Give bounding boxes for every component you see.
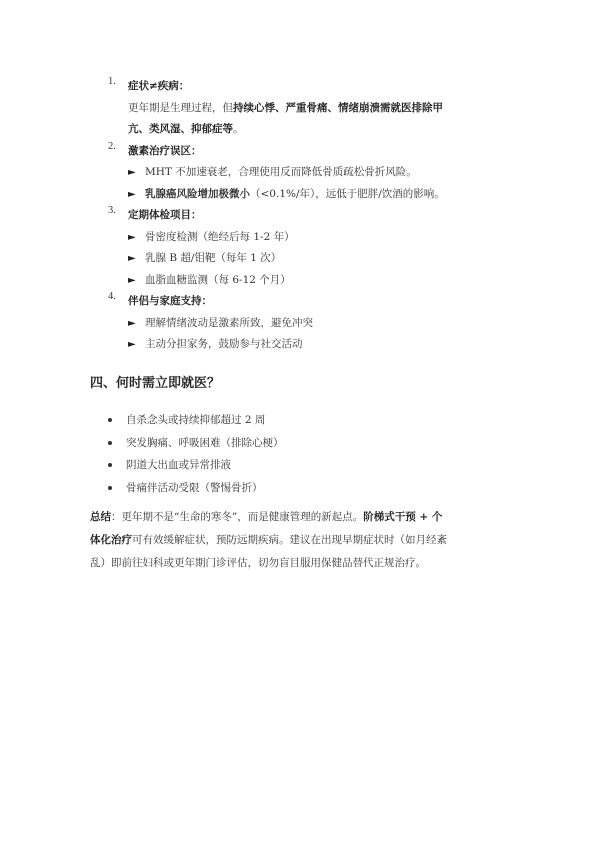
- bullet-item: [108, 432, 508, 455]
- text-run: 理解情绪波动是激素所致，避免冲突: [145, 316, 313, 329]
- section-heading: 四、何时需立即就医？: [90, 376, 221, 391]
- text-run: 乱）即前往妇科或更年期门诊评估，切勿盲目服用保健品替代正规治疗。: [90, 557, 426, 569]
- bold-text: 亢、类风湿、抑郁症等: [128, 123, 233, 135]
- bullet-text: 突发胸痛、呼吸困难（排除心梗）: [126, 436, 284, 449]
- bullet-item: [108, 454, 508, 477]
- list-item-title: 伴侣与家庭支持：: [128, 295, 212, 307]
- text-run: 更年期是生理过程，但: [128, 101, 233, 114]
- sub-item: [128, 334, 528, 356]
- arrow-bullet-icon: ►: [128, 339, 136, 350]
- sub-item: [128, 313, 528, 335]
- bold-text: 体化治疗: [90, 534, 132, 546]
- arrow-bullet-icon: ►: [128, 274, 136, 286]
- arrow-bullet-icon: ►: [128, 167, 136, 178]
- sub-item: [128, 184, 528, 206]
- sub-item: [128, 227, 528, 249]
- list-item: [108, 76, 528, 141]
- arrow-bullet-icon: ►: [128, 253, 136, 264]
- arrow-bullet-icon: ►: [128, 188, 136, 200]
- text-run: 。: [233, 123, 244, 135]
- list-item-paragraph-line: [128, 98, 528, 120]
- arrow-bullet-icon: ►: [128, 231, 136, 243]
- bold-text: 阶梯式干预 + 个: [363, 511, 443, 523]
- sub-item: [128, 248, 528, 270]
- text-run: MHT 不加速衰老，合理使用反而降低骨质疏松骨折风险。: [145, 166, 417, 178]
- list-item-title: 症状≠疾病：: [128, 80, 190, 92]
- bold-text: 乳腺癌风险增加极微小: [145, 187, 250, 200]
- bullet-dot-icon: [108, 463, 112, 467]
- bullet-text: 阴道大出血或异常排液: [126, 459, 231, 471]
- list-item-title: 激素治疗误区：: [128, 144, 202, 157]
- summary-line: [90, 552, 510, 575]
- text-run: 乳腺 B 超/钼靶（每年 1 次）: [145, 252, 282, 264]
- text-run: ：更年期不是“生命的寒冬”，而是健康管理的新起点。: [111, 511, 364, 523]
- list-item: [108, 291, 528, 356]
- summary-paragraph: [90, 506, 510, 575]
- list-item: [108, 141, 528, 206]
- text-run: 骨密度检测（绝经后每 1-2 年）: [145, 230, 295, 243]
- sub-item: [128, 162, 528, 184]
- bullet-text: 骨痛伴活动受限（警惕骨折）: [126, 481, 263, 494]
- bullet-text: 自杀念头或持续抑郁超过 2 周: [126, 414, 266, 426]
- list-item-paragraph-line: [128, 119, 528, 141]
- arrow-bullet-icon: ►: [128, 317, 136, 329]
- list-item: [108, 205, 528, 291]
- text-run: （<0.1%/年），远低于肥胖/饮酒的影响。: [250, 187, 445, 200]
- numbered-list: [108, 76, 528, 356]
- text-run: 可有效缓解症状，预防远期疾病。建议在出现早期症状时（如月经紊: [132, 534, 447, 546]
- text-run: 血脂血糖监测（每 6-12 个月）: [145, 273, 291, 286]
- list-item-title: 定期体检项目：: [128, 209, 202, 221]
- bullet-dot-icon: [108, 486, 112, 490]
- list-number: 1.: [108, 76, 116, 87]
- list-number: 4.: [108, 291, 116, 302]
- summary-line: [90, 506, 510, 529]
- bullet-list: [108, 409, 508, 499]
- list-number: 3.: [108, 205, 116, 216]
- text-run: 主动分担家务，鼓励参与社交活动: [145, 338, 303, 350]
- sub-item: [128, 270, 528, 292]
- bullet-dot-icon: [108, 418, 112, 422]
- bullet-dot-icon: [108, 441, 112, 445]
- bullet-item: [108, 477, 508, 500]
- bold-text: 总结: [90, 511, 111, 523]
- list-number: 2.: [108, 140, 116, 152]
- summary-line: [90, 529, 510, 552]
- bold-text: 持续心悸、严重骨痛、情绪崩溃需就医排除甲: [233, 101, 443, 114]
- bullet-item: [108, 409, 508, 432]
